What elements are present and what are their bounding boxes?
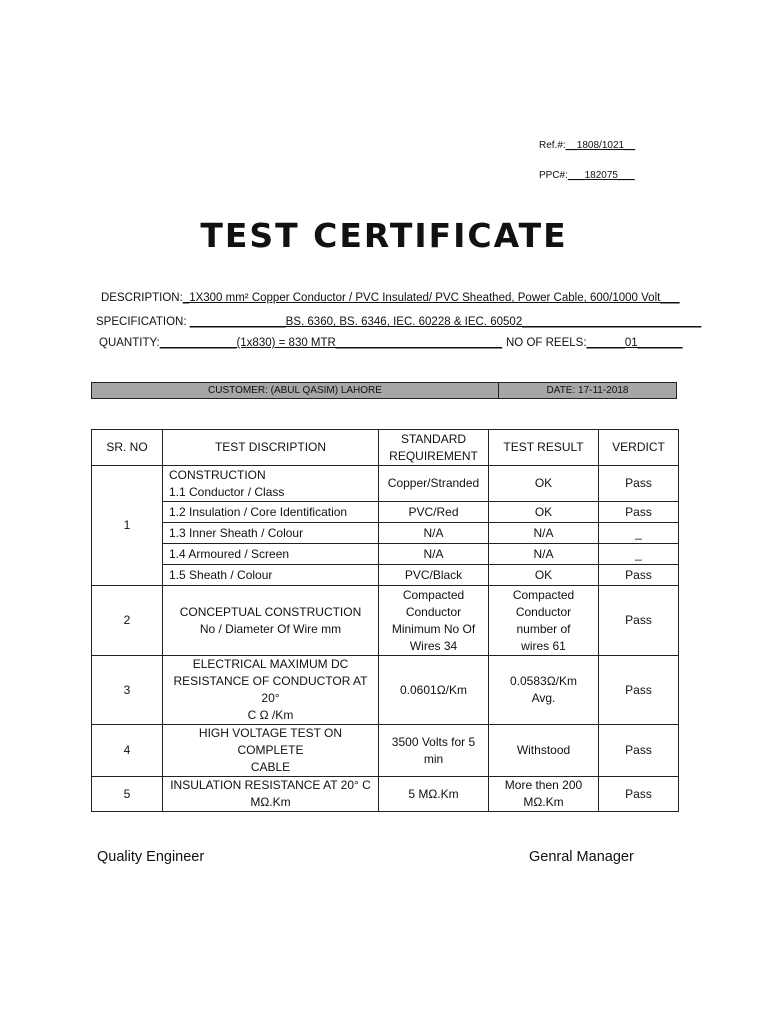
sr-cell: 3: [92, 656, 163, 725]
specification-value: _______________BS. 6360, BS. 6346, IEC. 60228 & IEC. 60502____________________________: [189, 316, 702, 328]
result-cell: OK: [489, 466, 599, 502]
standard-cell: Copper/Stranded: [379, 466, 489, 502]
ref-label: Ref.#:: [539, 140, 566, 151]
test-results-table: [91, 429, 679, 812]
description-value: _1X300 mm² Copper Conductor / PVC Insulated/ PVC Sheathed, Power Cable, 600/1000 Volt___: [182, 292, 680, 304]
header-test-result: TEST RESULT: [489, 430, 599, 466]
result-cell: OK: [489, 502, 599, 523]
verdict-cell: _: [599, 523, 679, 544]
verdict-cell: Pass: [599, 725, 679, 777]
description-line: [101, 292, 680, 304]
standard-cell: 0.0601Ω/Km: [379, 656, 489, 725]
result-cell: N/A: [489, 544, 599, 565]
ppc-value: ___182075___: [567, 170, 635, 181]
specification-line: [96, 316, 701, 328]
verdict-cell: Pass: [599, 586, 679, 656]
result-cell: Compacted Conductor number of wires 61: [489, 586, 599, 656]
description-cell: 1.2 Insulation / Core Identification: [163, 502, 379, 523]
description-cell: HIGH VOLTAGE TEST ON COMPLETE CABLE: [163, 725, 379, 777]
description-label: DESCRIPTION:: [101, 292, 183, 304]
result-cell: More then 200 MΩ.Km: [489, 777, 599, 812]
header-sr-no: SR. NO: [92, 430, 163, 466]
customer-cell: CUSTOMER: (ABUL QASIM) LAHORE: [92, 383, 499, 398]
quantity-label: QUANTITY:: [99, 337, 160, 349]
description-cell: 1.3 Inner Sheath / Colour: [163, 523, 379, 544]
table-row: [92, 502, 679, 523]
description-cell: INSULATION RESISTANCE AT 20° C MΩ.Km: [163, 777, 379, 812]
standard-cell: PVC/Black: [379, 565, 489, 586]
table-row: [92, 523, 679, 544]
ref-number: [539, 140, 635, 151]
description-cell: 1.5 Sheath / Colour: [163, 565, 379, 586]
date-cell: DATE: 17-11-2018: [546, 385, 629, 396]
table-row: [92, 656, 679, 725]
sr-cell: 2: [92, 586, 163, 656]
verdict-cell: Pass: [599, 777, 679, 812]
page-title: TEST CERTIFICATE: [200, 216, 568, 255]
sr-cell: 5: [92, 777, 163, 812]
ref-value: __1808/1021__: [565, 140, 636, 151]
description-cell: CONCEPTUAL CONSTRUCTION No / Diameter Of Wire mm: [163, 586, 379, 656]
description-cell: ELECTRICAL MAXIMUM DC RESISTANCE OF CONDUCTOR AT 20° C Ω /Km: [163, 656, 379, 725]
standard-cell: Compacted Conductor Minimum No Of Wires 34: [379, 586, 489, 656]
description-cell: CONSTRUCTION 1.1 Conductor / Class: [163, 466, 379, 502]
quantity-line: [99, 337, 502, 349]
standard-cell: N/A: [379, 523, 489, 544]
header-standard-requirement: STANDARD REQUIREMENT: [379, 430, 489, 466]
description-cell: 1.4 Armoured / Screen: [163, 544, 379, 565]
table-row: [92, 777, 679, 812]
table-row: [92, 725, 679, 777]
verdict-cell: Pass: [599, 656, 679, 725]
table-row: [92, 586, 679, 656]
reels-value: ______01_______: [586, 337, 683, 349]
sr-cell: 1: [92, 466, 163, 586]
specification-label: SPECIFICATION:: [96, 316, 187, 328]
reels-line: [506, 337, 682, 349]
result-cell: 0.0583Ω/Km Avg.: [489, 656, 599, 725]
reels-label: NO OF REELS:: [506, 337, 587, 349]
result-cell: N/A: [489, 523, 599, 544]
verdict-cell: Pass: [599, 502, 679, 523]
quality-engineer-signature: Quality Engineer: [97, 849, 205, 865]
header-verdict: VERDICT: [599, 430, 679, 466]
customer-date-bar: [91, 382, 677, 399]
standard-cell: PVC/Red: [379, 502, 489, 523]
verdict-cell: Pass: [599, 565, 679, 586]
standard-cell: N/A: [379, 544, 489, 565]
verdict-cell: _: [599, 544, 679, 565]
table-row: [92, 565, 679, 586]
ppc-number: [539, 170, 635, 181]
header-test-description: TEST DISCRIPTION: [163, 430, 379, 466]
table-row: [92, 466, 679, 502]
ppc-label: PPC#:: [539, 170, 568, 181]
sr-cell: 4: [92, 725, 163, 777]
verdict-cell: Pass: [599, 466, 679, 502]
general-manager-signature: Genral Manager: [529, 849, 634, 865]
table-header-row: [92, 430, 679, 466]
quantity-value: ____________(1x830) = 830 MTR__________________________: [159, 337, 503, 349]
standard-cell: 3500 Volts for 5 min: [379, 725, 489, 777]
table-row: [92, 544, 679, 565]
standard-cell: 5 MΩ.Km: [379, 777, 489, 812]
result-cell: Withstood: [489, 725, 599, 777]
result-cell: OK: [489, 565, 599, 586]
